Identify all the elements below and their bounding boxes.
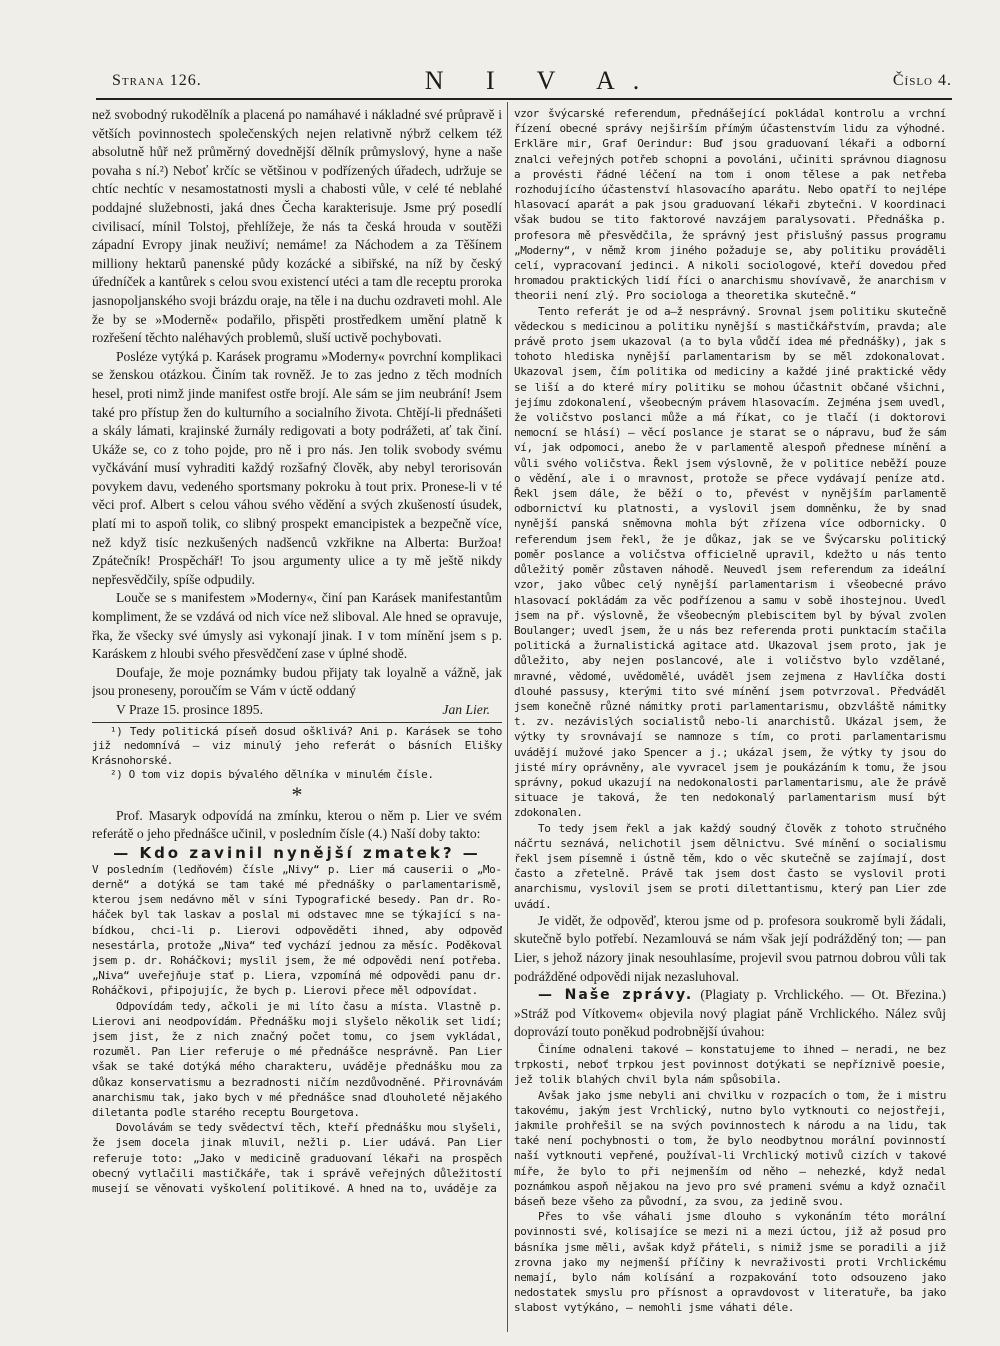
signature-line — [92, 701, 502, 720]
paragraph: Louče se s manifestem »Moderny«, činí pan Karásek manifestantům kompliment, že se vzdává od nich více než sliboval. Ale hned se opravuje, řka, že všecky své úmysly asi vykonají jinak. I v tom mínění jsem s p. Karáskem z hloubi svého přesvědčení zase v úplné shodě. — [92, 590, 502, 662]
paragraph: Avšak jako jsme nebyli ani chvilku v rozpacích o tom, že i mistru takovému, jakým jest Vrchlický, nutno bylo vytknouti co nejostřeji, jakmile prohřešil se na svých povinnostech k národu a na lidu, tak také není pochybnosti o tom, že bylo neodbytnou morální povinností naší vytknouti vepřené, používal-li Vrchlický motivů cizích v takové míře, že bylo to při nejmenším od něho — nehezké, když nedal poznámkou aspoň nějakou na jevo pro své prameni svému a když označil báseň beze všeho za původní, za svou, za jedině svou. — [514, 1088, 946, 1208]
paragraph: Posléze vytýká p. Karásek programu »Moderny« povrchní komplikaci se ženskou otázkou. Činím tak rovněž. Je to zas jedno z těch modních hesel, proti nimž jinde manifest ostře brojí. Ale sám se jim neubrání! Jsem také pro přístup žen do kulturního a socialního života. Chtějí-li přednášeti a skály lámati, krajinské žurnály redigovati a boty podrážeti, ať tak činí. Ukáže se, co z toho pojde, pro ně i pro nás. Jen tolik svobody svému vyčkávání musí vyhraditi každý rozšafný člověk, aby nebyl terorisován povykem davu, vedeného sportsmany pokroku à tout prix. Pronese-li v té věci prof. Albert s celou váhou svého vědění a svých zkušeností úsudek, platí mi to aspoň tolik, co slibný prospekt emancipistek a bezpečně více, než když tisíc nezkušených nadšenců vzkřikne na Alberta: Buržoa! Zpátečník! Prospěchář! To jsou argumenty ulice a ty mě ještě nikdy nepřesvědčily, spíše odpudily. — [92, 348, 502, 587]
page-number: Strana 126. — [112, 72, 202, 89]
paragraph: Odpovídám tedy, ačkoli je mi líto času a místa. Vlastně p. Lierovi ani neodpovídám. Přednášku moji slyšelo několik set lidí; jsem jist, že z nich značný počet tomu, co jsem vykládal, rozuměl. Pan Lier referuje o mé přednášce nesprávně. Pan Lier však se také dotýká mého charakteru, uváděje přednášku mou za důkaz konservatismu a bezradnosti ničím nezdůvodněné. Přirovnávám anarchismu tak, jako bych v mé přednášce snad dlouholeté nějakého diletanta podle starého receptu Bourgetova. — [92, 999, 502, 1120]
paragraph: Činíme odnaleni takové — konstatujeme to ihned — neradi, ne bez trpkosti, neboť trpkou jest povinnost dotýkati se nepříznivě poesie, jež tolik blahých chvil byla nám spůsobila. — [514, 1042, 946, 1087]
footnote: ¹) Tedy politická píseň dosud ošklivá? Ani p. Karásek se toho již nedomnívá — viz minulý jeho referát o básních Elišky Krásnohorské. — [92, 724, 502, 767]
left-column — [92, 106, 502, 1338]
paragraph: Tento referát je od a—ž nesprávný. Srovnal jsem politiku skutečně vědeckou s medicinou a politiku nynější s mastičkářstvím, pravda; ale právě proto jsem ukazoval (a to byla vůdčí idea mé přednášky), jak s tohoto hlediska nynější parlamentarism by se měl zdokonalovat. Ukazoval jsem, čím politika od mediciny a každé jiné praktické vědy se liší a do které míry politiku se mohou účastnit občané všichni, jejímu zdokonalení, všeobecným právem hlasovacím. Zejména jsem uvedl, že voličstvo poslanci může a má říkat, co je tlačí (i doktorovi nemocní se hlásí) — věcí poslance je starat se o nápravu, buď že sám ví, jak odpomoci, anebo že v parlamentě alespoň přednese mínění a vůli svého voličstva. Řekl jsem výslovně, že v politice neběží pouze o vědění, ale i o mravnost, protože se přece vydávají peníze atd. Řekl jsem dále, že běží o to, převést v nynějším parlamentě odbornictví ku platnosti, a vyslovil jsem domněnku, že by snad nynější panská sněmovna mohla být zřízena více odbornicky. O referendum jsem řekl, že je důkaz, jak se ve Švýcarsku politický poměr poslance a voličstva officielně upravil, kdežto u nás tento důležitý poměr zůstaven náhodě. Neuvedl jsem referendum za ideální vzor, jako vůbec celý nynější parlamentarism i všeobecné právo hlasovací pokládám za věc podřízenou a samu v sobě ihostejnou. Uvedl jsem na př. výslovně, že všeobecným plebiscitem byl by býval zvolen Boulanger; uvedl jsem, že u nás bez referenda proti punktacím stačila politická a žurnalistická agitace atd. Ukazoval jsem proto, jak je důležito, aby nejen poslancové, ale i voličstvo bylo vzdělané, mravné, vědomé, uvědomělé, uváděl jsem zejmena z Havlíčka dosti dlouhé passusy, kterými tito své mínění jsem potvrzoval. Předváděl jsem konečně různé námitky proti parlamentarismu, obzvláště námitky t. zv. nezávislých socialistů nebo-li anarchistů. Ukázal jsem, že výtky ty srovnávají se namnoze s tím, co proti parlamentarismu uvádějí mužové jako Spencer a j.; ukázal jsem, že výtky ty jsou do jisté míry oprávněny, ale vyvracel jsem je poukázáním k tomu, že jsou správny, pokud ukazují na nedokonalosti parlamentarismu, ale že právě situace je taková, že ten nedokonalý parlamentarism musí být zdokonalen. — [514, 304, 946, 820]
issue-number: Číslo 4. — [892, 72, 952, 89]
page-header — [112, 66, 952, 98]
place-date: V Praze 15. prosince 1895. — [116, 702, 263, 717]
section-paragraph — [514, 986, 946, 1042]
paragraph: Doufaje, že moje poznámky budou přijaty tak loyalně a vážně, jak jsou proneseny, poroučím se Vám v úctě oddaný — [92, 664, 502, 699]
paragraph: To tedy jsem řekl a jak každý soudný člověk z tohoto stručného náčrtu seznává, nelichotil jsem dělnictvu. Své mínění o socialismu řekl jsem písemně i ústně těm, kdo o věc skutečně se zajímají, dost často a zřetelně. Právě tak jsem dost často se vyslovil proti anarchismu, vyslovil jsem se proti dilettantismu, který pan Lier zde uvádí. — [514, 821, 946, 911]
section-asterisk: * — [291, 781, 303, 807]
column-divider — [507, 102, 508, 1332]
paragraph: než svobodný rukodělník a placená po namáhavé i nákladné své průpravě i větších povinnostech společenských nejen relativně nýbrž celkem též absolutně hůř než průměrný dovednější dělník průmyslový, hyne a naše povaha s ní.²) Neboť krčíc se většinou v podřízených úřadech, udržuje se chtíc nechtíc v nesamostatnosti mysli a chabosti vůle, v celé té neblahé poddajné služebnosti, jaká dnes Čecha karakterisuje. Jsme prý posedlí civilisací, mínil Tolstoj, přehlížeje, že nás ta česká hrouda v soutěži západní Evropy jinak neuživí; nemáme! za Náchodem a za Těšínem milliony hektarů panenské půdy kozácké a sibiřské, na níž by český úředníček a kantůrek s celou svou existencí utéci a tam dle receptu proroka jasnopoljanského svoji brázdu oraje, na těle i na duchu ozdraveti mohl. Ale že by se »Moderně« podařilo, přispěti prostředkem umění platně k rozřešení těchto naléhavých problemů, sluší uctivě pochybovati. — [92, 107, 502, 346]
right-column — [514, 106, 946, 1338]
footnote-rule — [92, 722, 502, 723]
paragraph: V posledním (ledňovém) čísle „Nivy“ p. Lier má causerii o „Moderně“ a dotýká se tam také mé přednášky o parlamentarismě, kterou jsem nedávno měl v síni Typografické besedy. Pan dr. Roháček byl tak laskav a poslal mi odstavec mne se týkající s nabídkou, chci-li p. Lierovi odpověděti ihned, aby odpověď nesestárla, protože „Niva“ teď vychází jednou za měsíc. Poděkoval jsem p. dr. Roháčkovi; myslil jsem, že mé odpovědi není potřeba. „Niva“ uveřejňuje stať p. Liera, vzpomíná mé odpovědi panu dr. Roháčkovi, připojujíc, že bych p. Lierovi přece měl odpovídat. — [92, 862, 502, 998]
paragraph: Dovolávám se tedy svědectví těch, kteří přednášku mou slyšeli, že jsem docela jinak mluvil, nežli p. Lier udává. Pan Lier referuje toto: „Jako v medicině graduovaní lékaři na prospěch obecný vytlačili mastičkáře, tak i správě veřejných důležitostí musejí se věnovati vyškolení politikové. A hned na to, uváděje za — [92, 1121, 502, 1196]
section-heading: — Naše zprávy. — [538, 987, 694, 1004]
section-lead: (Plagiaty p. Vrchlického. — Ot. Březina.) »Stráž pod Vítkovem« objevila nový plagiat páně Vrchlického. Nález svůj doprovází touto poněkud podrobnější úvahou: — [514, 987, 946, 1040]
journal-title: N I V A. — [424, 66, 658, 95]
paragraph: Prof. Masaryk odpovídá na zmínku, kterou o něm p. Lier ve svém referátě o jeho přednášce učinil, v posledním čísle (4.) Naší doby takto: — [92, 807, 502, 842]
paragraph: Je vidět, že odpověď, kterou jsme od p. profesora soukromě byli žádali, skutečně bylo potřebí. Nezamlouvá se nám však její podrážděný ton; — pan Lier, s jehož názory jinak nesouhlasíme, projevil svou patrnou dobrou vůli tak podrážděné odpovědi nijak nezasluhoval. — [514, 912, 946, 984]
article-heading: — Kdo zavinil nynější zmatek? — — [113, 843, 481, 862]
footnote: ²) O tom viz dopis bývalého dělníka v minulém čísle. — [110, 768, 434, 782]
paragraph: vzor švýcarské referendum, přednášející pokládal kontrolu a vrchní řízení obecné správy nejširším přímým účastenstvím lidu za výhodné. Erkläre mir, Graf Oerindur: Buď jsou graduovaní lékaři a odborní znalci veřejných potřeb schopni a povoláni, učiniti správnou diagnosu a provésti řádné léčení na tom i onom tělese a pak netřeba rozhodujícího účastenství hlasovacího aparátu. Nebo opatří to nejlépe hlasovací aparát a pak jsou graduovaní lékaři zbytečni. V koordinaci však budou se tito faktorové navzájem paralysovati. Přednáška p. profesora mě přesvědčila, že správný jest přislušný passus programu „Moderny“, v němž krom jiného požaduje se, aby politiku prováděli celí, vypracovaní jedinci. A nikoli sociologové, kteří dovedou před hromadou praktických lidí říci o anarchismu shovívavě, že anarchism v theorii není zlý. Pro sociologa a theoretika skutečně.“ — [514, 107, 946, 303]
header-rule — [96, 98, 952, 100]
author-name: Jan Lier. — [442, 702, 490, 717]
paragraph: Přes to vše váhali jsme dlouho s vykonáním této morální povinnosti své, kolisajíce se mezi ni a mezi úctou, již až posud pro básníka jsme měli, avšak když přáteli, s nimiž jsme se poradili a již zrovna jako my nejmenší příčiny k nevraživosti proti Vrchlickému nemají, bylo nám kolísání a rozpakování toto odsouzeno jako nedostatek smyslu pro přísnost a opravdovost v literatuře, ba jako slabost vytýkáno, — nemohli jsme váhati déle. — [514, 1210, 946, 1315]
